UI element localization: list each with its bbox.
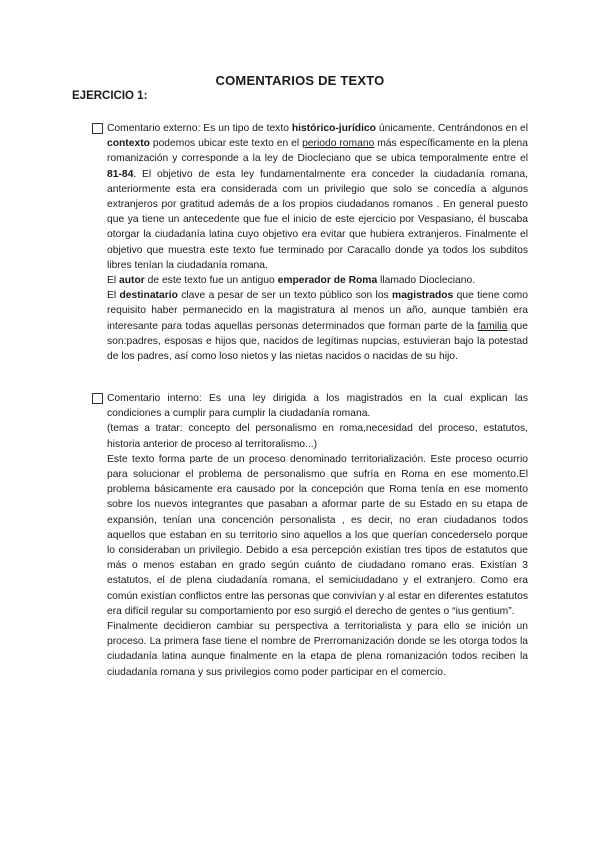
text-run: podemos ubicar este texto en el (149, 138, 303, 150)
bold-term: 81-84 (107, 168, 134, 180)
text-run: Comentario interno: Es una ley dirigida a los magistrados en la cual explican las condiciones a cumplir para cumplir la ciudadanía romana. (107, 393, 528, 420)
text-run: que tiene como requisito haber permanecido en la magistratura al menos un año, aunque también era interesante para todas aquellas personas determinados que forman parte de la (107, 290, 528, 332)
text-run: El (107, 290, 120, 302)
external-commentary-section (92, 121, 528, 364)
bold-term: magistrados (392, 290, 454, 302)
underlined-term: periodo romano (302, 138, 375, 150)
exercise-heading: EJERCICIO 1: (72, 90, 148, 102)
text-run: clave a pesar de ser un texto público son los (177, 290, 393, 302)
bold-term: contexto (107, 138, 150, 150)
text-run: de este texto fue un antiguo (144, 275, 278, 287)
bold-term: histórico-jurídico (291, 123, 376, 134)
paragraph (107, 273, 528, 288)
text-run: (temas a tratar: concepto del personalismo en roma,necesidad del proceso, estatutos, historia anterior de proceso al territoralismo...) (107, 423, 528, 450)
paragraph (107, 121, 528, 273)
internal-commentary-section (92, 391, 528, 680)
text-run: Finalmente decidieron cambiar su perspectiva a territorialista y para ello se inición un proceso. La primera fase tiene el nombre de Prerromanización donde se les otorga todos la ciudadanía latina aunque finalmente en la etapa de plena romanización todos reciben la ciudadanía romana y sus privilegios como poder participar en el comercio. (107, 621, 528, 678)
text-run: más específicamente en la plena romanización y corresponde a la ley de Diocleciano que se ubica temporalmente entre el (107, 138, 529, 165)
text-run: . El objetivo de esta ley fundamentalmente era conceder la ciudadanía romana, anteriormente esta era considerada com un privilegio que solo se concedía a algunos extranjeros por gratitud además de a los propios ciudadanos romanos . En general puesto que ya tiene un antecedente que fue el inicio de este ejercicio por Vespasiano, él buscaba otorgar la ciudadanía latina cuyo objetivo era evitar que hubiera extranjeros. Finalmente el objetivo que muestra este texto fue terminado por Caracallo donde ya todos los subditos libres tenían la ciudadanía romana. (107, 168, 528, 271)
text-run: El (107, 275, 120, 287)
paragraph (107, 288, 528, 364)
text-run: llamado Diocleciano. (377, 275, 476, 287)
text-run: que son:padres, esposas e hijos que, nacidos de legítimas nupcias, estuvieran bajo la potestad de los padres, así como loso nietos y las nietas nacidos o nacidas de su hijo. (107, 320, 528, 363)
paragraph (107, 452, 528, 619)
underlined-term: familia (477, 320, 508, 332)
text-run: únicamente. Centrándonos en el (375, 123, 528, 134)
page-title: COMENTARIOS DE TEXTO (215, 73, 385, 88)
paragraph (107, 421, 528, 451)
paragraph (107, 619, 528, 680)
bold-term: destinatario (119, 290, 178, 302)
text-run: Comentario externo: Es un tipo de texto (107, 123, 292, 134)
internal-commentary-text (107, 391, 528, 680)
bold-term: emperador de Roma (277, 275, 378, 287)
external-commentary-text (107, 121, 528, 364)
checkbox-icon[interactable] (92, 123, 103, 134)
paragraph (107, 391, 528, 421)
bold-term: autor (119, 275, 145, 287)
checkbox-icon[interactable] (92, 393, 103, 404)
text-run: Este texto forma parte de un proceso denominado territorialización. Este proceso ocurrio para solucionar el problema de personalismo que sufría en Roma en ese momento.El problema básicamente era causado por la concepción que Roma tenía en ese momento sobre los nuevos integrantes que pasaban a aformar parte de su Estado en su etapa de expansión, tenían una concención personalista , es decir, no eran ciudadanos todos aquellos que estaban en su territorio sino aquellos a los que querían concederselo porque lo consideraban un privilegio. Debido a esa percepción existían tres tipos de estatutos que más o menos estaban en grado según cuánto de ciudadano romano eras. Existían 3 estatutos, el de plena ciudadanía romana, el semiciudadano y el extranjero. Como era común existían conflictos entre las personas que convivían y al estar en diferentes estatutos era difícil regular su comportamiento por eso surgió el derecho de gentes o “ius gentium”. (107, 453, 528, 617)
